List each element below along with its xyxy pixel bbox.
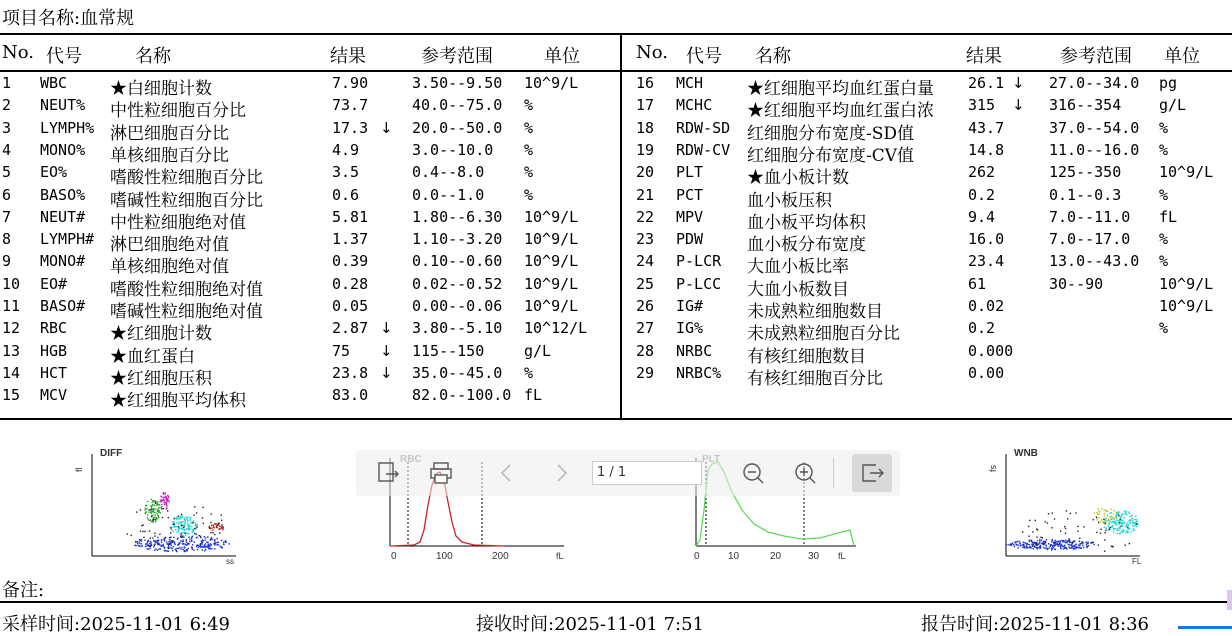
cell-result: 16.0 xyxy=(968,230,1005,249)
zoom-in-icon xyxy=(792,460,818,486)
cell-no: 22 xyxy=(636,207,655,226)
cell-unit: % xyxy=(524,140,534,159)
cell-unit: 10^9/L xyxy=(1159,274,1214,293)
col-name-right: 名称 xyxy=(755,46,791,67)
zoom-in-button[interactable] xyxy=(792,460,818,486)
cell-name: ★红细胞计数 xyxy=(110,324,212,345)
pdf-toolbar xyxy=(356,450,900,496)
cell-unit: % xyxy=(1159,185,1169,204)
cell-unit: 10^9/L xyxy=(524,230,579,249)
cell-flag: ↓ xyxy=(380,118,393,137)
cell-no: 9 xyxy=(2,252,12,271)
cell-name: 血小板平均体积 xyxy=(747,212,866,233)
cell-name: 淋巴细胞绝对值 xyxy=(110,235,229,256)
cell-result: 5.81 xyxy=(332,207,369,226)
cell-code: IG% xyxy=(676,319,704,338)
cell-range: 0.10--0.60 xyxy=(412,252,503,271)
cell-code: NRBC xyxy=(676,341,713,360)
exit-button[interactable] xyxy=(852,454,892,492)
cell-result: 0.2 xyxy=(968,185,996,204)
cell-result: 0.39 xyxy=(332,252,369,271)
plt-tick-30: 30 xyxy=(808,551,820,562)
cell-code: HCT xyxy=(40,363,68,382)
cell-result: 14.8 xyxy=(968,140,1005,159)
cell-name: ★红细胞压积 xyxy=(110,368,212,389)
cell-result: 0.02 xyxy=(968,297,1005,315)
cell-range: 7.0--11.0 xyxy=(1049,207,1131,226)
cell-no: 2 xyxy=(2,96,12,115)
wnb-y-label: fs xyxy=(988,464,998,472)
received-time: 接收时间:2025-11-01 7:51 xyxy=(476,614,704,635)
zoom-out-icon xyxy=(740,460,766,486)
footer-rule xyxy=(0,601,1232,603)
col-no-right: No. xyxy=(636,42,668,63)
cell-result: 0.6 xyxy=(332,185,360,204)
cell-name: 中性粒细胞绝对值 xyxy=(110,212,246,233)
cell-no: 14 xyxy=(2,363,21,382)
cell-unit: 10^9/L xyxy=(1159,163,1214,182)
cell-name: 单核细胞绝对值 xyxy=(110,257,229,278)
cell-range: 1.10--3.20 xyxy=(412,230,503,249)
cell-unit: 10^9/L xyxy=(524,207,579,226)
cell-name: 红细胞分布宽度-CV值 xyxy=(747,145,915,166)
cell-no: 21 xyxy=(636,185,655,204)
cell-name: 大血小板比率 xyxy=(747,257,849,278)
print-button[interactable] xyxy=(428,460,454,486)
cell-unit: pg xyxy=(1159,74,1178,92)
wnb-scattergram xyxy=(990,446,1150,566)
cell-unit: % xyxy=(524,185,534,204)
cell-name: ★白细胞计数 xyxy=(110,79,212,99)
zoom-out-button[interactable] xyxy=(740,460,766,486)
plt-unit: fL xyxy=(838,551,846,561)
cell-flag: ↓ xyxy=(1012,74,1025,92)
cell-code: MONO% xyxy=(40,140,86,159)
cell-name: 嗜碱性粒细胞百分比 xyxy=(110,190,263,211)
cell-result: 1.37 xyxy=(332,230,369,249)
col-code-right: 代号 xyxy=(686,46,722,67)
cell-flag: ↓ xyxy=(380,363,393,382)
cell-unit: % xyxy=(1159,319,1169,338)
next-page-button[interactable] xyxy=(548,460,574,486)
cell-name: 嗜碱性粒细胞绝对值 xyxy=(110,302,263,322)
cell-code: RDW-SD xyxy=(676,118,731,137)
cell-name: ★血小板计数 xyxy=(747,168,849,189)
toolbar-separator xyxy=(833,458,834,488)
cell-code: PDW xyxy=(676,230,704,249)
rbc-unit: fL xyxy=(556,551,564,561)
cell-no: 6 xyxy=(2,185,12,204)
cell-code: MONO# xyxy=(40,252,86,271)
cell-range: 0.1--0.3 xyxy=(1049,185,1122,204)
cell-result: 43.7 xyxy=(968,118,1005,137)
cell-no: 8 xyxy=(2,230,12,249)
sampling-time: 采样时间:2025-11-01 6:49 xyxy=(2,614,230,635)
cell-name: 有核红细胞百分比 xyxy=(747,368,883,389)
cell-range: 316--354 xyxy=(1049,96,1122,115)
cell-no: 7 xyxy=(2,207,12,226)
cell-name: 中性粒细胞百分比 xyxy=(110,101,246,122)
col-result-right: 结果 xyxy=(966,46,1002,67)
cell-result: 0.28 xyxy=(332,274,369,293)
cell-code: LYMPH% xyxy=(40,118,95,137)
cell-range: 82.0--100.0 xyxy=(412,386,512,405)
cell-no: 20 xyxy=(636,163,655,182)
diff-title: DIFF xyxy=(100,448,123,459)
cell-no: 28 xyxy=(636,341,655,360)
cell-result: 315 xyxy=(968,96,996,115)
cell-unit: 10^12/L xyxy=(524,319,588,338)
cell-result: 3.5 xyxy=(332,163,360,182)
col-unit-right: 单位 xyxy=(1164,46,1200,67)
cell-code: LYMPH# xyxy=(40,230,95,249)
reported-time: 报告时间:2025-11-01 8:36 xyxy=(921,614,1149,635)
cell-name: 有核红细胞数目 xyxy=(747,346,866,367)
cell-name: ★红细胞平均血红蛋白量 xyxy=(747,79,934,99)
col-range: 参考范围 xyxy=(421,46,493,67)
cell-unit: % xyxy=(524,363,534,382)
cell-unit: % xyxy=(1159,252,1169,271)
cell-no: 18 xyxy=(636,118,655,137)
cell-code: IG# xyxy=(676,297,704,315)
cell-no: 26 xyxy=(636,297,655,315)
cell-range: 0.0--1.0 xyxy=(412,185,485,204)
cell-result: 61 xyxy=(968,274,987,293)
cell-name: 嗜酸性粒细胞百分比 xyxy=(110,168,263,189)
cell-no: 24 xyxy=(636,252,655,271)
cell-unit: 10^9/L xyxy=(524,74,579,92)
cell-code: MCV xyxy=(40,386,68,405)
rbc-tick-100: 100 xyxy=(436,551,453,562)
chevron-left-icon xyxy=(494,460,520,486)
cell-range: 3.50--9.50 xyxy=(412,74,503,92)
cell-code: HGB xyxy=(40,341,68,360)
cell-range: 1.80--6.30 xyxy=(412,207,503,226)
cell-code: BASO% xyxy=(40,185,86,204)
col-unit: 单位 xyxy=(544,46,580,67)
cell-name: 嗜酸性粒细胞绝对值 xyxy=(110,279,263,300)
cell-result: 23.8 xyxy=(332,363,369,382)
cell-flag: ↓ xyxy=(1012,96,1025,115)
cell-no: 29 xyxy=(636,363,655,382)
cell-range: 0.4--8.0 xyxy=(412,163,485,182)
cell-no: 25 xyxy=(636,274,655,293)
cell-no: 15 xyxy=(2,386,21,405)
col-no: No. xyxy=(2,42,34,63)
cell-code: RBC xyxy=(40,319,68,338)
cell-name: 血小板压积 xyxy=(747,190,832,211)
cell-range: 7.0--17.0 xyxy=(1049,230,1131,249)
cell-unit: % xyxy=(524,118,534,137)
cell-unit: % xyxy=(1159,230,1169,249)
cell-code: BASO# xyxy=(40,297,86,315)
fit-page-button[interactable] xyxy=(376,460,402,486)
cell-name: 未成熟粒细胞数目 xyxy=(747,302,883,322)
cell-code: PLT xyxy=(676,163,704,182)
cell-result: 0.2 xyxy=(968,319,996,338)
cell-unit: 10^9/L xyxy=(524,252,579,271)
cell-unit: 10^9/L xyxy=(524,297,579,315)
diff-x-label: ss xyxy=(226,557,234,566)
plt-tick-0: 0 xyxy=(694,551,700,562)
cell-no: 11 xyxy=(2,297,21,315)
cell-result: 0.05 xyxy=(332,297,369,315)
cell-result: 23.4 xyxy=(968,252,1005,271)
project-title: 项目名称:血常规 xyxy=(2,8,135,29)
chevron-right-icon xyxy=(548,460,574,486)
cell-unit: 10^9/L xyxy=(1159,297,1214,315)
cell-unit: % xyxy=(1159,118,1169,137)
cell-code: WBC xyxy=(40,74,68,92)
cell-code: P-LCR xyxy=(676,252,722,271)
cell-no: 4 xyxy=(2,140,12,159)
plt-tick-10: 10 xyxy=(728,551,740,562)
plt-tick-20: 20 xyxy=(770,551,782,562)
diff-scattergram xyxy=(76,446,244,566)
cell-unit: fL xyxy=(524,386,543,405)
cell-range: 40.0--75.0 xyxy=(412,96,503,115)
cell-no: 10 xyxy=(2,274,21,293)
cell-result: 0.000 xyxy=(968,341,1014,360)
col-name: 名称 xyxy=(135,46,171,67)
cell-range: 30--90 xyxy=(1049,274,1104,293)
cell-unit: fL xyxy=(1159,207,1178,226)
cell-unit: % xyxy=(524,96,534,115)
cell-result: 83.0 xyxy=(332,386,369,405)
col-result: 结果 xyxy=(330,46,366,67)
cell-code: PCT xyxy=(676,185,704,204)
cell-no: 5 xyxy=(2,163,12,182)
cell-flag: ↓ xyxy=(380,341,393,360)
col-code: 代号 xyxy=(46,46,82,67)
cell-range: 3.0--10.0 xyxy=(412,140,494,159)
cell-range: 115--150 xyxy=(412,341,485,360)
cell-range: 35.0--45.0 xyxy=(412,363,503,382)
exit-icon xyxy=(852,454,892,492)
cell-name: ★红细胞平均体积 xyxy=(110,391,246,412)
window-edge-tab xyxy=(1227,590,1232,610)
cell-no: 23 xyxy=(636,230,655,249)
cell-code: P-LCC xyxy=(676,274,722,293)
cell-unit: 10^9/L xyxy=(524,274,579,293)
cell-range: 11.0--16.0 xyxy=(1049,140,1140,159)
col-range-right: 参考范围 xyxy=(1060,46,1132,67)
cell-name: 血小板分布宽度 xyxy=(747,235,866,256)
cell-result: 9.4 xyxy=(968,207,996,226)
cell-name: 单核细胞百分比 xyxy=(110,145,229,166)
cell-name: ★血红蛋白 xyxy=(110,346,195,367)
cell-result: 73.7 xyxy=(332,96,369,115)
rbc-tick-200: 200 xyxy=(492,551,509,562)
page-number-input[interactable]: 1 / 1 xyxy=(592,461,702,485)
cell-unit: % xyxy=(1159,140,1169,159)
window-edge-accent xyxy=(1178,626,1232,629)
cell-code: EO# xyxy=(40,274,68,293)
remarks-label: 备注: xyxy=(2,580,45,601)
cell-range: 20.0--50.0 xyxy=(412,118,503,137)
cell-code: MPV xyxy=(676,207,704,226)
cell-result: 262 xyxy=(968,163,996,182)
cell-code: NEUT# xyxy=(40,207,86,226)
cell-unit: g/L xyxy=(1159,96,1187,115)
cell-flag: ↓ xyxy=(380,319,393,338)
cell-result: 4.9 xyxy=(332,140,360,159)
cell-range: 0.00--0.06 xyxy=(412,297,503,315)
cell-range: 27.0--34.0 xyxy=(1049,74,1140,92)
cell-name: ★红细胞平均血红蛋白浓 xyxy=(747,101,934,122)
cell-code: NEUT% xyxy=(40,96,86,115)
cell-code: EO% xyxy=(40,163,68,182)
diff-y-label: fl xyxy=(74,467,84,472)
cell-name: 大血小板数目 xyxy=(747,279,849,300)
cell-no: 12 xyxy=(2,319,21,338)
cell-code: NRBC% xyxy=(676,363,722,382)
cell-no: 1 xyxy=(2,74,12,92)
wnb-title: WNB xyxy=(1014,448,1038,459)
wnb-x-label: FL xyxy=(1132,557,1142,566)
cell-no: 16 xyxy=(636,74,655,92)
cell-unit: % xyxy=(524,163,534,182)
cell-range: 13.0--43.0 xyxy=(1049,252,1140,271)
fit-page-icon xyxy=(376,460,402,486)
cell-code: MCH xyxy=(676,74,704,92)
cell-result: 2.87 xyxy=(332,319,369,338)
cell-no: 19 xyxy=(636,140,655,159)
cell-no: 17 xyxy=(636,96,655,115)
cell-result: 7.90 xyxy=(332,74,369,92)
cell-code: MCHC xyxy=(676,96,713,115)
cell-no: 27 xyxy=(636,319,655,338)
previous-page-button[interactable] xyxy=(494,460,520,486)
cell-no: 13 xyxy=(2,341,21,360)
print-icon xyxy=(428,460,454,486)
cell-code: RDW-CV xyxy=(676,140,731,159)
cell-no: 3 xyxy=(2,118,12,137)
cell-name: 淋巴细胞百分比 xyxy=(110,123,229,144)
cell-result: 75 xyxy=(332,341,351,360)
cell-unit: g/L xyxy=(524,341,552,360)
cell-name: 红细胞分布宽度-SD值 xyxy=(747,123,915,144)
cell-range: 3.80--5.10 xyxy=(412,319,503,338)
cell-range: 0.02--0.52 xyxy=(412,274,503,293)
cell-name: 未成熟粒细胞百分比 xyxy=(747,324,900,345)
cell-range: 125--350 xyxy=(1049,163,1122,182)
rbc-tick-0: 0 xyxy=(391,551,397,562)
cell-range: 37.0--54.0 xyxy=(1049,118,1140,137)
cell-result: 26.1 xyxy=(968,74,1005,92)
cell-result: 17.3 xyxy=(332,118,369,137)
cell-result: 0.00 xyxy=(968,363,1005,382)
